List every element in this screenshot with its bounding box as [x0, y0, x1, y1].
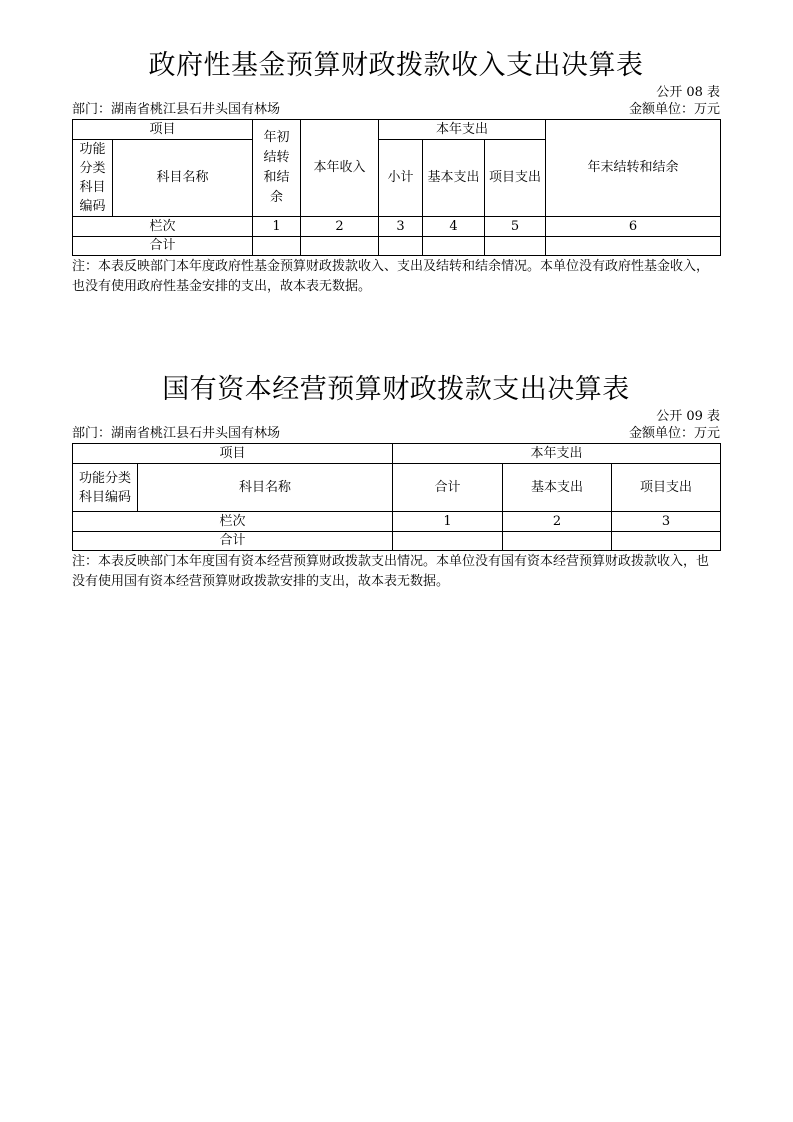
- header-income: 本年收入: [301, 120, 379, 217]
- page-title: 政府性基金预算财政拨款收入支出决算表: [148, 50, 644, 81]
- total-label: 合计: [73, 237, 253, 256]
- header-basic: 基本支出: [423, 140, 485, 217]
- empty-cell: [612, 532, 721, 551]
- header-end-balance: 年末结转和结余: [546, 120, 721, 217]
- empty-cell: [393, 532, 503, 551]
- empty-cell: [485, 237, 546, 256]
- meta-row: [72, 425, 720, 443]
- header-begin-balance: 年初结转和结余: [253, 120, 301, 217]
- empty-cell: [253, 237, 301, 256]
- empty-cell: [423, 237, 485, 256]
- col-number: 6: [546, 217, 721, 237]
- section-fund-budget: [72, 48, 720, 297]
- header-name: 科目名称: [138, 464, 393, 512]
- col-number: 1: [393, 512, 503, 532]
- form-number: 公开 08 表: [656, 85, 720, 100]
- header-basic: 基本支出: [503, 464, 612, 512]
- header-item: 项目: [73, 444, 393, 464]
- header-row-1: [73, 444, 721, 464]
- header-total: 合计: [393, 464, 503, 512]
- total-row: [73, 532, 721, 551]
- empty-cell: [546, 237, 721, 256]
- col-number: 3: [612, 512, 721, 532]
- section-state-capital: [72, 372, 720, 592]
- header-expense-group: 本年支出: [393, 444, 721, 464]
- row-label: 栏次: [73, 217, 253, 237]
- empty-cell: [301, 237, 379, 256]
- header-project: 项目支出: [485, 140, 546, 217]
- header-project: 项目支出: [612, 464, 721, 512]
- col-number: 4: [423, 217, 485, 237]
- col-number: 1: [253, 217, 301, 237]
- column-number-row: [73, 217, 721, 237]
- form-number: 公开 09 表: [656, 409, 720, 424]
- unit-label: 金额单位：万元: [628, 426, 720, 441]
- header-name: 科目名称: [113, 140, 253, 217]
- header-code: 功能分类科目编码: [73, 464, 138, 512]
- row-label: 栏次: [73, 512, 393, 532]
- header-expense-group: 本年支出: [379, 120, 546, 140]
- empty-cell: [503, 532, 612, 551]
- fund-table: [72, 119, 721, 256]
- header-row-2: [73, 464, 721, 512]
- total-row: [73, 237, 721, 256]
- total-label: 合计: [73, 532, 393, 551]
- col-number: 2: [503, 512, 612, 532]
- unit-label: 金额单位：万元: [628, 102, 720, 117]
- col-number: 5: [485, 217, 546, 237]
- capital-table: [72, 443, 721, 551]
- header-subtotal: 小计: [379, 140, 423, 217]
- col-number: 2: [301, 217, 379, 237]
- col-number: 3: [379, 217, 423, 237]
- page-title: 国有资本经营预算财政拨款支出决算表: [162, 374, 630, 405]
- department-label: 部门：湖南省桃江县石井头国有林场: [72, 426, 281, 441]
- column-number-row: [73, 512, 721, 532]
- department-label: 部门：湖南省桃江县石井头国有林场: [72, 102, 281, 117]
- header-row-1: [73, 120, 721, 140]
- table-note: 注：本表反映部门本年度政府性基金预算财政拨款收入、支出及结转和结余情况。本单位没有政府性基金收入，也没有使用政府性基金安排的支出，故本表无数据。: [72, 259, 710, 294]
- header-item: 项目: [73, 120, 253, 140]
- table-note: 注：本表反映部门本年度国有资本经营预算财政拨款支出情况。本单位没有国有资本经营预算财政拨款收入，也没有使用国有资本经营预算财政拨款安排的支出，故本表无数据。: [72, 554, 710, 589]
- empty-cell: [379, 237, 423, 256]
- header-code: 功能分类科目编码: [73, 140, 113, 217]
- meta-row: [72, 101, 720, 119]
